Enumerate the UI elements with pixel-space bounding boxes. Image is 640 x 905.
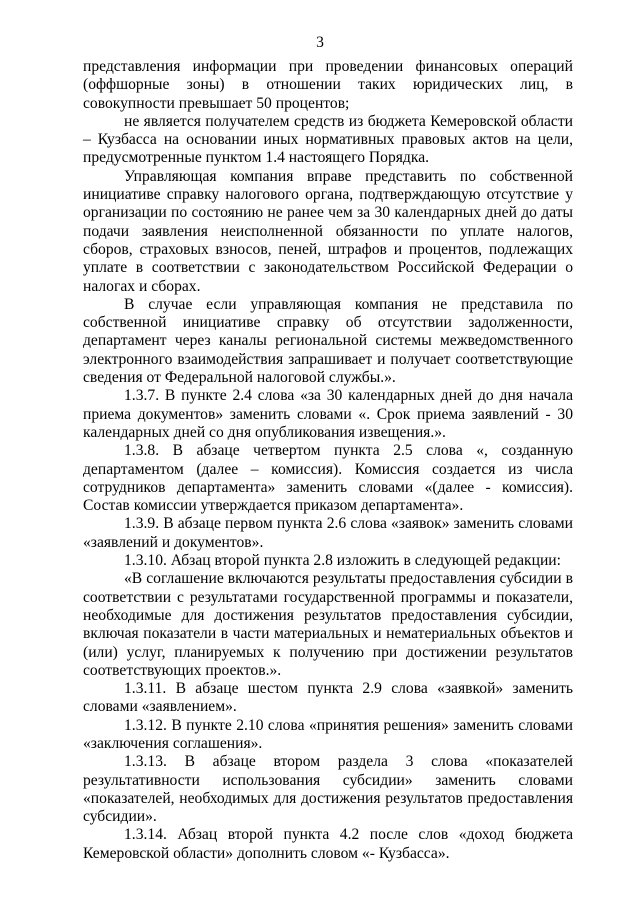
page-number: 3	[316, 34, 324, 51]
paragraph: представления информации при проведении финансовых операций (оффшорные зоны) в отношении таких юридических лиц, в совокупности превышает 50 процентов;	[83, 58, 573, 112]
paragraph: 1.3.7. В пункте 2.4 слова «за 30 календарных дней до дня начала приема документов» заменить словами «. Срок приема заявлений - 30 календарных дней со дня опубликования извещения.».	[83, 387, 573, 441]
paragraph: 1.3.12. В пункте 2.10 слова «принятия решения» заменить словами «заключения соглашения».	[83, 716, 573, 752]
paragraph: «В соглашение включаются результаты предоставления субсидии в соответствии с результатами государственной программы и показатели, необходимые для достижения результатов предоставления субсидии, включая показатели в части материальных и нематериальных объектов и (или) услуг, планируемых к получению при достижении результатов соответствующих проектов.».	[83, 570, 573, 679]
paragraph: 1.3.10. Абзац второй пункта 2.8 изложить в следующей редакции:	[124, 552, 561, 570]
paragraph: 1.3.13. В абзаце втором раздела 3 слова «показателей результативности использования субсидии» заменить словами «показателей, необходимых для достижения результатов предоставления субсидии».	[83, 753, 573, 826]
document-body	[83, 58, 573, 863]
paragraph: 1.3.14. Абзац второй пункта 4.2 после слов «доход бюджета Кемеровской области» дополнить словом «- Кузбасса».	[83, 826, 573, 862]
paragraph: В случае если управляющая компания не представила по собственной инициативе справку об отсутствии задолженности, департамент через каналы региональной системы межведомственного электронного взаимодействия запрашивает и получает соответствующие сведения от Федеральной налоговой службы.».	[83, 295, 573, 387]
paragraph: не является получателем средств из бюджета Кемеровской области – Кузбасса на основании иных нормативных правовых актов на цели, предусмотренные пунктом 1.4 настоящего Порядка.	[83, 112, 573, 167]
paragraph: 1.3.11. В абзаце шестом пункта 2.9 слова «заявкой» заменить словами «заявлением».	[83, 680, 573, 716]
paragraph: Управляющая компания вправе представить по собственной инициативе справку налогового органа, подтверждающую отсутствие у организации по состоянию не ранее чем за 30 календарных дней до даты подачи заявления неисполненной обязанности по уплате налогов, сборов, страховых взносов, пеней, штрафов и процентов, подлежащих уплате в соответствии с законодательством Российской Федерации о налогах и сборах.	[83, 167, 573, 295]
paragraph: 1.3.9. В абзаце первом пункта 2.6 слова «заявок» заменить словами «заявлений и документов».	[83, 515, 573, 551]
paragraph: 1.3.8. В абзаце четвертом пункта 2.5 слова «, созданную департаментом (далее – комиссия). Комиссия создается из числа сотрудников департамента» заменить словами «(далее - комиссия). Состав комиссии утверждается приказом департамента».	[83, 442, 573, 515]
